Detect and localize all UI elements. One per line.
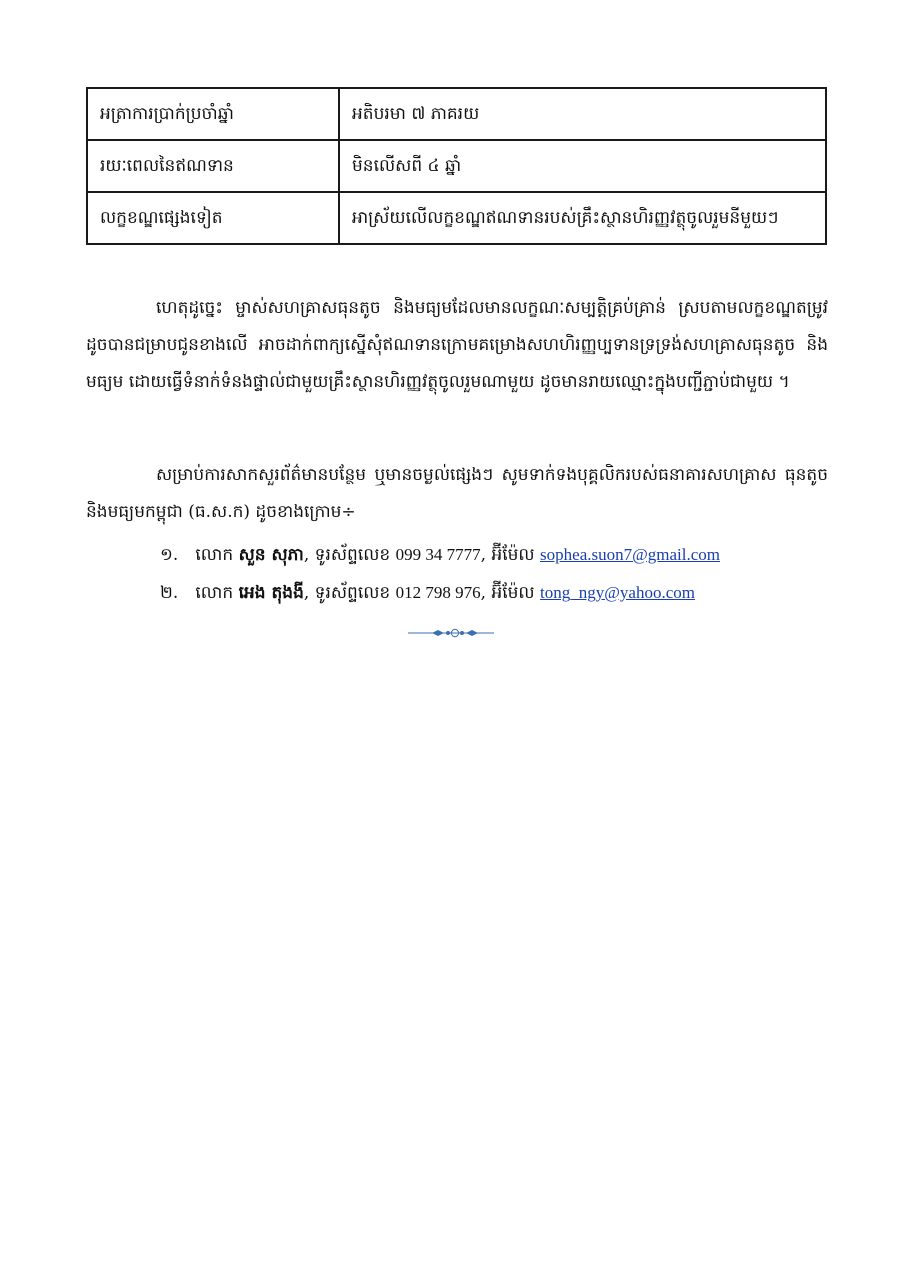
contact-phone: 012 798 976 xyxy=(395,583,481,602)
decorative-divider-icon xyxy=(408,626,494,640)
row-label: អត្រាការប្រាក់ប្រចាំឆ្នាំ xyxy=(87,88,339,140)
email-label: , អ៊ីម៉ែល xyxy=(480,545,535,565)
contact-email-link[interactable]: sophea.suon7@gmail.com xyxy=(540,545,720,564)
contact-item xyxy=(160,540,720,570)
contact-email-link[interactable]: tong_ngy@yahoo.com xyxy=(540,583,695,602)
row-label: លក្ខខណ្ឌផ្សេងទៀត xyxy=(87,192,339,244)
contact-number: ១. xyxy=(160,545,179,565)
contact-number: ២. xyxy=(160,583,179,603)
contact-name: សួន សុភា xyxy=(238,545,304,565)
contact-title: លោក xyxy=(195,583,234,603)
contact-title: លោក xyxy=(195,545,234,565)
table-row xyxy=(87,140,826,192)
table-row xyxy=(87,88,826,140)
row-label: រយៈពេលនៃឥណទាន xyxy=(87,140,339,192)
row-value: អតិបរមា ៧ ភាគរយ xyxy=(339,88,826,140)
contact-phone: 099 34 7777 xyxy=(395,545,481,564)
contact-name: អេង តុងងី xyxy=(238,583,304,603)
table-row xyxy=(87,192,826,244)
inquiry-paragraph: សម្រាប់ការសាកសួរព័ត៌មានបន្ថែម ឬមានចម្ងល់ផ្សេងៗ សូមទាក់ទងបុគ្គលិករបស់ធនាគារសហគ្រាស ធុនតូច និងមធ្យមកម្ពុជា (ធ.ស.ក) ដូចខាងក្រោម÷ xyxy=(86,465,828,522)
row-value: មិនលើសពី ៤ ឆ្នាំ xyxy=(339,140,826,192)
phone-label: , ទូរស័ព្ទលេខ xyxy=(303,545,391,565)
contact-item xyxy=(160,578,695,608)
email-label: , អ៊ីម៉ែល xyxy=(480,583,535,603)
application-paragraph: ហេតុដូច្នេះ ម្ចាស់សហគ្រាសធុនតូច និងមធ្យមដែលមានលក្ខណៈសម្បត្តិគ្រប់គ្រាន់ ស្របតាមលក្ខខណ្ឌតម្រូវ ដូចបានជម្រាបជូនខាងលើ អាចដាក់ពាក្យស្នើសុំឥណទានក្រោមគម្រោងសហហិរញ្ញប្បទានទ្រទ្រង់សហគ្រាសធុនតូច និងមធ្យម ដោយធ្វើទំនាក់ទំនងផ្ទាល់ជាមួយគ្រឹះស្ថានហិរញ្ញវត្ថុចូលរួមណាមួយ ដូចមានរាយឈ្មោះក្នុងបញ្ជីភ្ជាប់ជាមួយ ។ xyxy=(86,298,828,392)
phone-label: , ទូរស័ព្ទលេខ xyxy=(303,583,391,603)
row-value: អាស្រ័យលើលក្ខខណ្ឌឥណទានរបស់គ្រឹះស្ថានហិរញ្ញវត្ថុចូលរួមនីមួយៗ xyxy=(339,192,826,244)
loan-terms-table xyxy=(86,87,827,245)
